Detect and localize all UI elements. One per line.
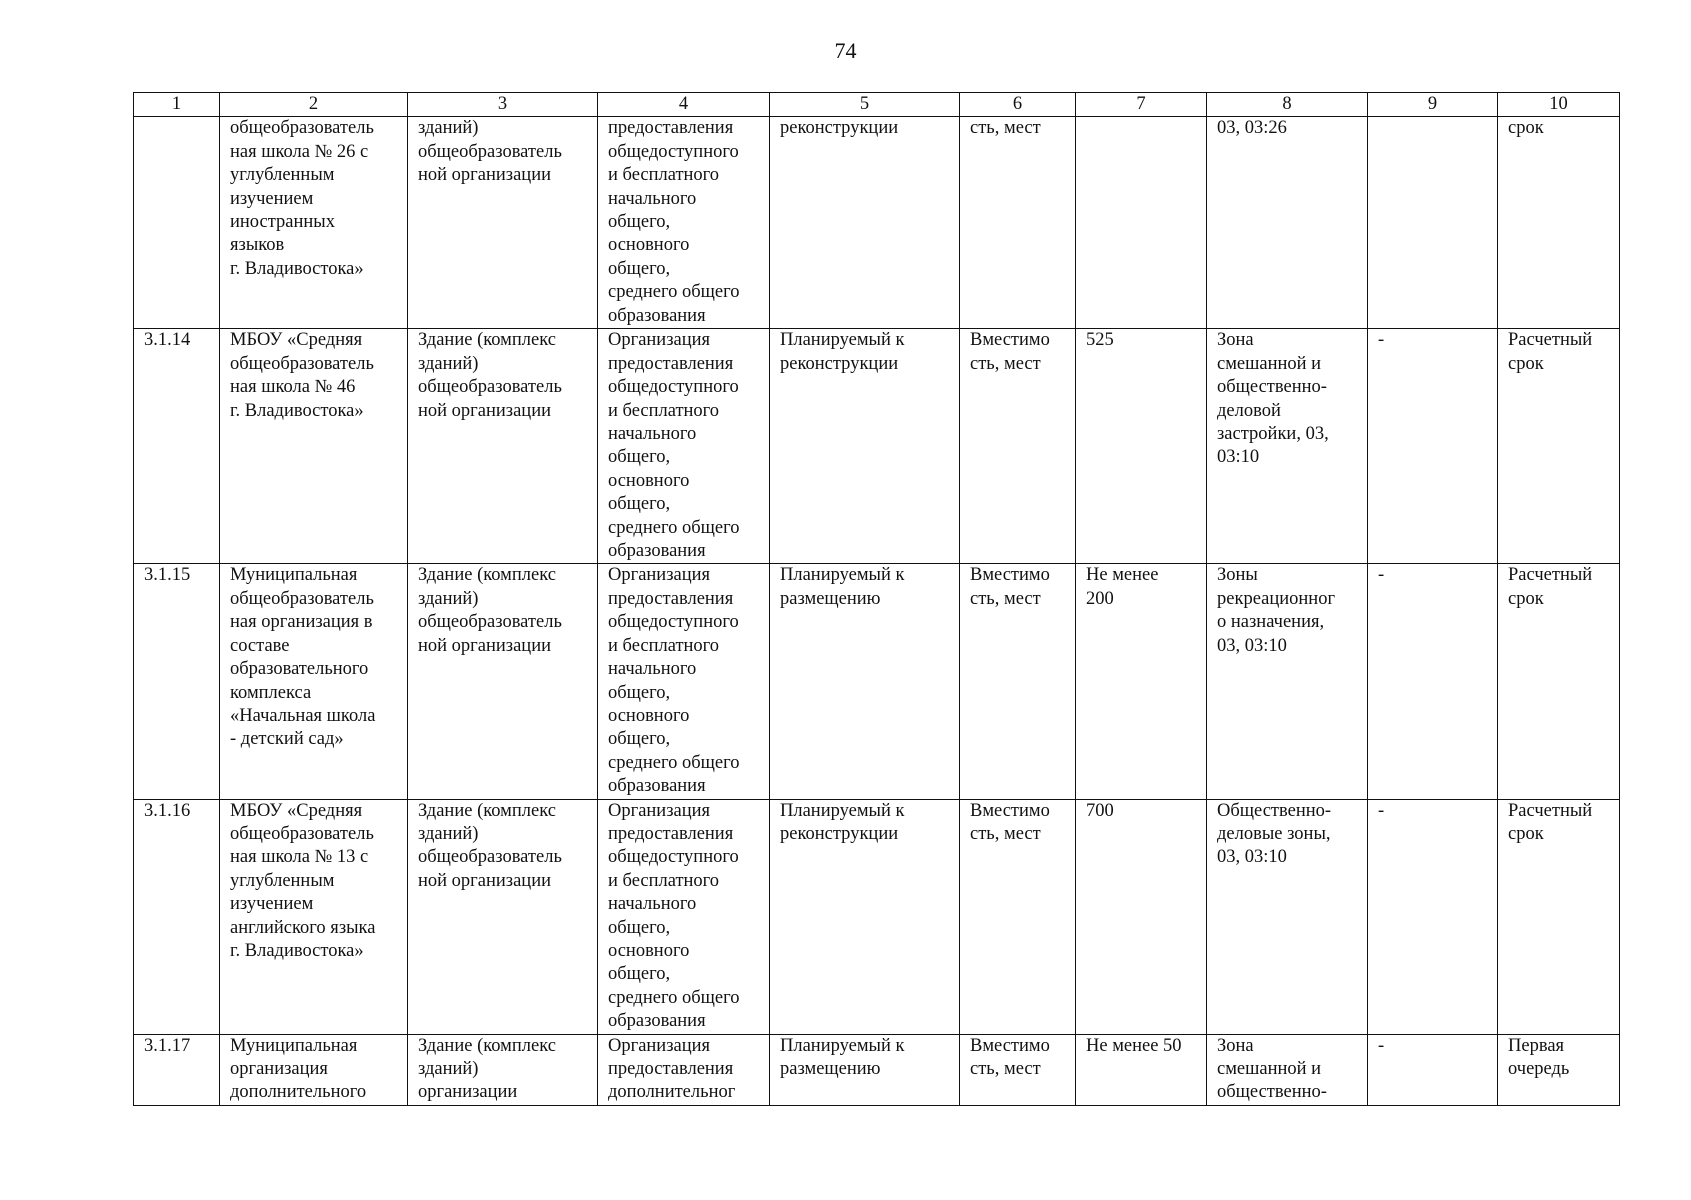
table-row [134, 799, 1620, 1034]
table-row [134, 564, 1620, 799]
cell-object-name: общеобразователь ная школа № 26 с углубленным изучением иностранных языков г. Владивостока» [220, 117, 408, 329]
cell-status: Планируемый к размещению [770, 564, 960, 799]
cell-characteristic: сть, мест [960, 117, 1076, 329]
cell-zone: Зона смешанной и общественно- деловой застройки, 03, 03:10 [1207, 329, 1368, 564]
cell-value [1076, 117, 1207, 329]
cell-number: 3.1.17 [134, 1034, 220, 1105]
cell-characteristic: Вместимо сть, мест [960, 564, 1076, 799]
column-header: 9 [1368, 93, 1498, 117]
column-header: 7 [1076, 93, 1207, 117]
cell-value: Не менее 50 [1076, 1034, 1207, 1105]
cell-purpose: Организация предоставления общедоступного и бесплатного начального общего, основного общего, среднего общего образования [598, 329, 770, 564]
column-header: 8 [1207, 93, 1368, 117]
cell-column-9: - [1368, 329, 1498, 564]
cell-term: срок [1498, 117, 1620, 329]
cell-purpose: Организация предоставления дополнительног [598, 1034, 770, 1105]
cell-column-9: - [1368, 799, 1498, 1034]
cell-characteristic: Вместимо сть, мест [960, 329, 1076, 564]
cell-number: 3.1.15 [134, 564, 220, 799]
page-number: 74 [834, 38, 857, 63]
planning-table [133, 92, 1620, 1106]
cell-column-9: - [1368, 1034, 1498, 1105]
cell-object-type: Здание (комплекс зданий) общеобразователь ной организации [408, 799, 598, 1034]
cell-term: Расчетный срок [1498, 799, 1620, 1034]
cell-object-name: Муниципальная организация дополнительного [220, 1034, 408, 1105]
cell-value: 700 [1076, 799, 1207, 1034]
cell-number: 3.1.14 [134, 329, 220, 564]
cell-characteristic: Вместимо сть, мест [960, 799, 1076, 1034]
column-header: 5 [770, 93, 960, 117]
cell-term: Первая очередь [1498, 1034, 1620, 1105]
cell-object-type: Здание (комплекс зданий) общеобразователь ной организации [408, 329, 598, 564]
cell-number: 3.1.16 [134, 799, 220, 1034]
cell-characteristic: Вместимо сть, мест [960, 1034, 1076, 1105]
cell-status: Планируемый к размещению [770, 1034, 960, 1105]
cell-column-9: - [1368, 564, 1498, 799]
column-header: 4 [598, 93, 770, 117]
cell-value: Не менее 200 [1076, 564, 1207, 799]
table-row [134, 1034, 1620, 1105]
column-header: 1 [134, 93, 220, 117]
cell-object-name: МБОУ «Средняя общеобразователь ная школа № 46 г. Владивостока» [220, 329, 408, 564]
cell-object-name: Муниципальная общеобразователь ная организация в составе образовательного комплекса «Начальная школа - детский сад» [220, 564, 408, 799]
cell-status: Планируемый к реконструкции [770, 799, 960, 1034]
table-row [134, 329, 1620, 564]
column-header: 3 [408, 93, 598, 117]
cell-object-name: МБОУ «Средняя общеобразователь ная школа № 13 с углубленным изучением английского языка г. Владивостока» [220, 799, 408, 1034]
column-header: 10 [1498, 93, 1620, 117]
cell-value: 525 [1076, 329, 1207, 564]
cell-term: Расчетный срок [1498, 329, 1620, 564]
cell-column-9 [1368, 117, 1498, 329]
cell-zone: Общественно- деловые зоны, 03, 03:10 [1207, 799, 1368, 1034]
cell-number [134, 117, 220, 329]
cell-zone: Зона смешанной и общественно- [1207, 1034, 1368, 1105]
column-header: 2 [220, 93, 408, 117]
header-row [134, 93, 1620, 117]
cell-status: реконструкции [770, 117, 960, 329]
cell-status: Планируемый к реконструкции [770, 329, 960, 564]
cell-purpose: предоставления общедоступного и бесплатного начального общего, основного общего, среднего общего образования [598, 117, 770, 329]
cell-object-type: Здание (комплекс зданий) организации [408, 1034, 598, 1105]
cell-object-type: Здание (комплекс зданий) общеобразователь ной организации [408, 564, 598, 799]
cell-purpose: Организация предоставления общедоступного и бесплатного начального общего, основного общего, среднего общего образования [598, 799, 770, 1034]
cell-zone: Зоны рекреационног о назначения, 03, 03:10 [1207, 564, 1368, 799]
cell-purpose: Организация предоставления общедоступного и бесплатного начального общего, основного общего, среднего общего образования [598, 564, 770, 799]
cell-term: Расчетный срок [1498, 564, 1620, 799]
column-header: 6 [960, 93, 1076, 117]
cell-object-type: зданий) общеобразователь ной организации [408, 117, 598, 329]
cell-zone: 03, 03:26 [1207, 117, 1368, 329]
table-row [134, 117, 1620, 329]
